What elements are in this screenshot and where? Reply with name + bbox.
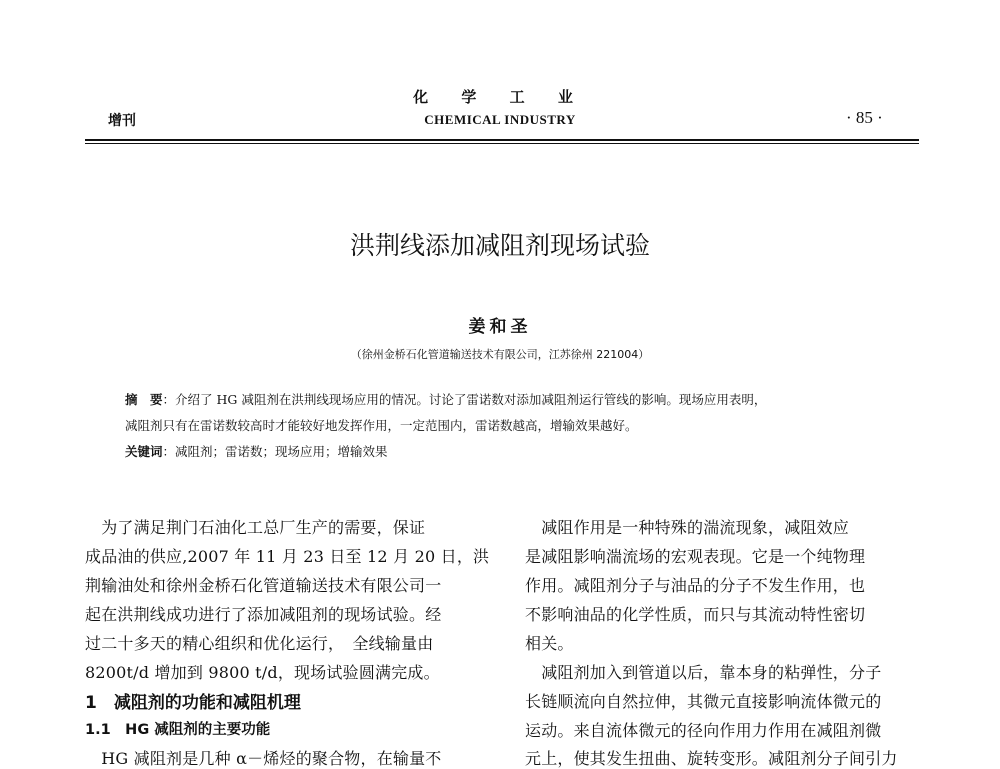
right-col-line-4: 不影响油品的化学性质，而只与其流动特性密切 xyxy=(525,605,866,624)
left-col-line-4: 起在洪荆线成功进行了添加减阻剂的现场试验。经 xyxy=(85,605,442,624)
article-title: 洪荆线添加减阻剂现场试验 xyxy=(349,231,650,260)
right-col-line-2: 是减阻影响湍流场的宏观表现。它是一个纯物理 xyxy=(525,547,866,566)
header-rule-thin xyxy=(85,143,919,144)
abstract-line-2: 减阻剂只有在雷诺数较高时才能较好地发挥作用，一定范围内，雷诺数越高，增输效果越好。 xyxy=(125,418,638,433)
abstract-line-1 xyxy=(125,390,766,408)
left-col-line-2: 成品油的供应,2007 年 11 月 23 日至 12 月 20 日，洪 xyxy=(85,547,490,566)
keywords-colon: ： xyxy=(162,444,176,459)
left-col-line-1: 为了满足荆门石油化工总厂生产的需要，保证 xyxy=(85,518,426,537)
issue-label: 增刊 xyxy=(108,113,136,129)
right-col-line-6: 减阻剂加入到管道以后，靠本身的粘弹性，分子 xyxy=(525,663,882,682)
section-heading-1: 1 减阻剂的功能和减阻机理 xyxy=(85,693,301,713)
left-col-line-7: HG 减阻剂是几种 α－烯烃的聚合物，在输量不 xyxy=(85,749,442,768)
abstract-label-colon: ： xyxy=(162,392,176,407)
page-number: · 85 · xyxy=(846,108,883,127)
article-author: 姜和圣 xyxy=(468,317,532,337)
right-col-line-9: 元上，使其发生扭曲、旋转变形。减阻剂分子间引力 xyxy=(525,749,898,768)
keywords-text: 减阻剂；雷诺数；现场应用；增输效果 xyxy=(175,444,388,459)
left-col-line-6: 8200t/d 增加到 9800 t/d，现场试验圆满完成。 xyxy=(85,663,440,682)
journal-title-chinese: 化 学 工 业 xyxy=(413,88,587,106)
header-rule-thick xyxy=(85,139,919,141)
journal-title-english: CHEMICAL INDUSTRY xyxy=(424,112,576,127)
left-col-line-5: 过二十多天的精心组织和优化运行， 全线输量由 xyxy=(85,634,434,653)
right-col-line-3: 作用。减阻剂分子与油品的分子不发生作用，也 xyxy=(525,576,866,595)
abstract-label: 摘 要 xyxy=(125,392,163,407)
subsection-heading-1-1: 1.1 HG 减阻剂的主要功能 xyxy=(85,722,271,738)
left-col-line-3: 荆输油处和徐州金桥石化管道输送技术有限公司一 xyxy=(85,576,442,595)
right-col-line-1: 减阻作用是一种特殊的湍流现象，减阻效应 xyxy=(525,518,850,537)
right-col-line-8: 运动。来自流体微元的径向作用力作用在减阻剂微 xyxy=(525,721,882,740)
right-col-line-7: 长链顺流向自然拉伸，其微元直接影响流体微元的 xyxy=(525,692,882,711)
keywords-label: 关键词 xyxy=(125,444,163,459)
abstract-text-1: 介绍了 HG 减阻剂在洪荆线现场应用的情况。讨论了雷诺数对添加减阻剂运行管线的影响。现场应用表明， xyxy=(175,392,767,407)
author-affiliation: （徐州金桥石化管道输送技术有限公司，江苏徐州 221004） xyxy=(350,348,650,361)
right-col-line-5: 相关。 xyxy=(525,634,574,653)
keywords-line xyxy=(125,442,388,460)
